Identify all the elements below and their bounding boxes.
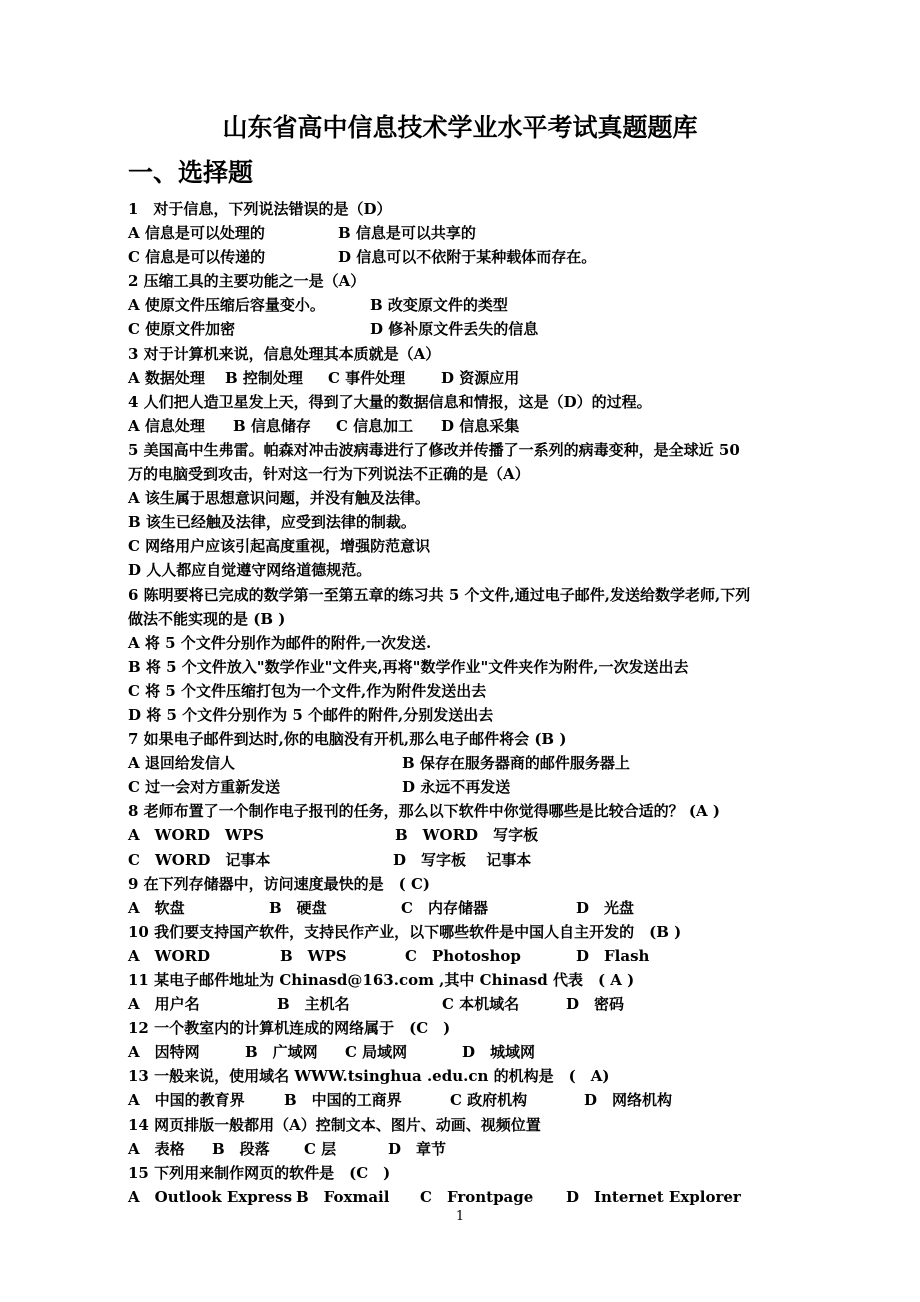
option-text: D 修补原文件丢失的信息 xyxy=(370,320,539,339)
options-row xyxy=(128,848,800,872)
option-text: A Outlook Express xyxy=(128,1187,293,1206)
options-row xyxy=(128,245,800,269)
text-line xyxy=(128,631,800,655)
text-line xyxy=(128,558,800,582)
line-text: 1 对于信息，下列说法错误的是（D） xyxy=(128,200,392,218)
line-text: 10 我们要支持国产软件，支持民作产业，以下哪些软件是中国人自主开发的 (B ) xyxy=(128,922,682,941)
option-text: C 信息是可以传递的 xyxy=(128,248,266,267)
question-list xyxy=(128,197,800,1209)
options-row xyxy=(128,414,800,438)
options-row xyxy=(128,992,800,1016)
options-row xyxy=(128,293,800,317)
text-line xyxy=(128,583,800,607)
line-text: C 网络用户应该引起高度重视，增强防范意识 xyxy=(128,537,431,556)
option-text: D 密码 xyxy=(566,995,625,1014)
line-text: 11 某电子邮件地址为 Chinasd@163.com ,其中 Chinasd 代表 ( A ) xyxy=(128,971,635,989)
text-line xyxy=(128,968,800,992)
line-text: D 人人都应自觉遵守网络道德规范。 xyxy=(128,561,372,580)
line-text: 12 一个教室内的计算机连成的网络属于 (C ) xyxy=(128,1019,451,1038)
option-text: A 使原文件压缩后容量变小。 xyxy=(128,296,325,315)
line-text: 13 一般来说，使用域名 WWW.tsinghua .edu.cn 的机构是 ( A) xyxy=(128,1067,610,1086)
option-text: D 网络机构 xyxy=(584,1091,673,1110)
option-text: D 资源应用 xyxy=(441,368,520,387)
document-title: 山东省高中信息技术学业水平考试真题题库 xyxy=(222,113,698,142)
text-line xyxy=(128,1064,800,1088)
option-text: B 改变原文件的类型 xyxy=(370,296,508,315)
option-text: C Frontpage xyxy=(420,1187,534,1206)
option-text: B 信息储存 xyxy=(233,416,311,435)
option-text: C 信息加工 xyxy=(336,416,414,435)
option-text: D 城域网 xyxy=(462,1043,536,1062)
text-line xyxy=(128,920,800,944)
text-line xyxy=(128,462,800,486)
line-text: 万的电脑受到攻击，针对这一行为下列说法不正确的是（A） xyxy=(128,465,530,484)
option-text: C 政府机构 xyxy=(450,1091,528,1110)
section-heading: 一、选择题 xyxy=(128,158,254,187)
option-text: B Foxmail xyxy=(296,1187,390,1206)
option-text: A 信息是可以处理的 xyxy=(128,224,265,243)
option-text: A 软盘 xyxy=(128,898,185,917)
line-text: 4 人们把人造卫星发上天，得到了大量的数据信息和情报，这是（D）的过程。 xyxy=(128,392,652,411)
option-text: B 保存在服务器商的邮件服务器上 xyxy=(402,754,630,773)
options-row xyxy=(128,1185,800,1209)
options-row xyxy=(128,1088,800,1112)
options-row xyxy=(128,751,800,775)
text-line xyxy=(128,799,800,823)
options-row xyxy=(128,317,800,341)
options-row xyxy=(128,221,800,245)
text-line xyxy=(128,438,800,462)
option-text: D Flash xyxy=(576,946,650,965)
line-text: 6 陈明要将已完成的数学第一至第五章的练习共 5 个文件,通过电子邮件,发送给数学老师,下列 xyxy=(128,585,751,604)
line-text: A 将 5 个文件分别作为邮件的附件,一次发送. xyxy=(128,633,432,652)
option-text: B 信息是可以共享的 xyxy=(338,224,476,243)
option-text: C 使原文件加密 xyxy=(128,320,236,339)
text-line xyxy=(128,607,800,631)
options-row xyxy=(128,1137,800,1161)
option-text: A 数据处理 xyxy=(128,368,205,387)
line-text: C 将 5 个文件压缩打包为一个文件,作为附件发送出去 xyxy=(128,681,487,700)
text-line xyxy=(128,390,800,414)
option-text: B 段落 xyxy=(212,1139,270,1158)
text-line xyxy=(128,197,800,221)
options-row xyxy=(128,896,800,920)
options-row xyxy=(128,823,800,847)
text-line xyxy=(128,727,800,751)
line-text: 15 下列用来制作网页的软件是 (C ) xyxy=(128,1163,391,1182)
option-text: C WORD 记事本 xyxy=(128,850,271,869)
text-line xyxy=(128,679,800,703)
options-row xyxy=(128,366,800,390)
option-text: B 中国的工商界 xyxy=(284,1091,402,1110)
option-text: D 写字板 记事本 xyxy=(393,850,532,869)
option-text: C 内存储器 xyxy=(401,898,488,917)
text-line xyxy=(128,342,800,366)
option-text: C 层 xyxy=(304,1139,337,1158)
option-text: C 过一会对方重新发送 xyxy=(128,778,281,797)
option-text: C 事件处理 xyxy=(328,368,406,387)
option-text: C 本机域名 xyxy=(442,995,520,1014)
text-line xyxy=(128,703,800,727)
line-text: 做法不能实现的是 (B ) xyxy=(128,609,286,628)
text-line xyxy=(128,1113,800,1137)
line-text: D 将 5 个文件分别作为 5 个邮件的附件,分别发送出去 xyxy=(128,705,494,724)
line-text: 2 压缩工具的主要功能之一是（A） xyxy=(128,272,366,291)
line-text: 14 网页排版一般都用（A）控制文本、图片、动画、视频位置 xyxy=(128,1115,541,1134)
option-text: B 硬盘 xyxy=(269,898,327,917)
option-text: B WPS xyxy=(280,946,347,965)
text-line xyxy=(128,486,800,510)
text-line xyxy=(128,872,800,896)
text-line xyxy=(128,1161,800,1185)
option-text: A WORD WPS xyxy=(128,826,264,845)
option-text: A 表格 xyxy=(128,1139,185,1158)
option-text: B 主机名 xyxy=(277,995,350,1014)
option-text: A 用户名 xyxy=(128,995,200,1014)
line-text: B 该生已经触及法律，应受到法律的制裁。 xyxy=(128,513,416,532)
line-text: B 将 5 个文件放入"数学作业"文件夹,再将"数学作业"文件夹作为附件,一次发送出去 xyxy=(128,657,689,676)
text-line xyxy=(128,655,800,679)
option-text: C 局域网 xyxy=(345,1043,408,1062)
option-text: A 因特网 xyxy=(128,1043,200,1062)
text-line xyxy=(128,534,800,558)
option-text: D 章节 xyxy=(388,1139,447,1158)
option-text: B WORD 写字板 xyxy=(395,826,539,845)
option-text: A 中国的教育界 xyxy=(128,1091,245,1110)
text-line xyxy=(128,269,800,293)
option-text: B 广域网 xyxy=(245,1043,318,1062)
options-row xyxy=(128,1040,800,1064)
line-text: 9 在下列存储器中，访问速度最快的是 ( C) xyxy=(128,874,431,893)
option-text: D 永远不再发送 xyxy=(402,778,511,797)
text-line xyxy=(128,510,800,534)
text-line xyxy=(128,1016,800,1040)
line-text: A 该生属于思想意识问题，并没有触及法律。 xyxy=(128,489,430,508)
option-text: A 退回给发信人 xyxy=(128,754,235,773)
option-text: D 光盘 xyxy=(576,898,635,917)
line-text: 7 如果电子邮件到达时,你的电脑没有开机,那么电子邮件将会 (B ) xyxy=(128,730,567,749)
line-text: 8 老师布置了一个制作电子报刊的任务，那么以下软件中你觉得哪些是比较合适的？ (A ) xyxy=(128,802,720,821)
options-row xyxy=(128,775,800,799)
option-text: D 信息采集 xyxy=(441,416,520,435)
option-text: A WORD xyxy=(128,946,211,965)
option-text: B 控制处理 xyxy=(225,368,303,387)
line-text: 3 对于计算机来说，信息处理其本质就是（A） xyxy=(128,344,441,363)
line-text: 5 美国高中生弗雷。帕森对冲击波病毒进行了修改并传播了一系列的病毒变种，是全球近 50 xyxy=(128,440,740,459)
options-row xyxy=(128,944,800,968)
option-text: D 信息可以不依附于某种载体而存在。 xyxy=(338,248,597,267)
option-text: A 信息处理 xyxy=(128,416,205,435)
option-text: D Internet Explorer xyxy=(566,1187,741,1206)
page-number: 1 xyxy=(455,1209,465,1224)
option-text: C Photoshop xyxy=(405,946,521,965)
